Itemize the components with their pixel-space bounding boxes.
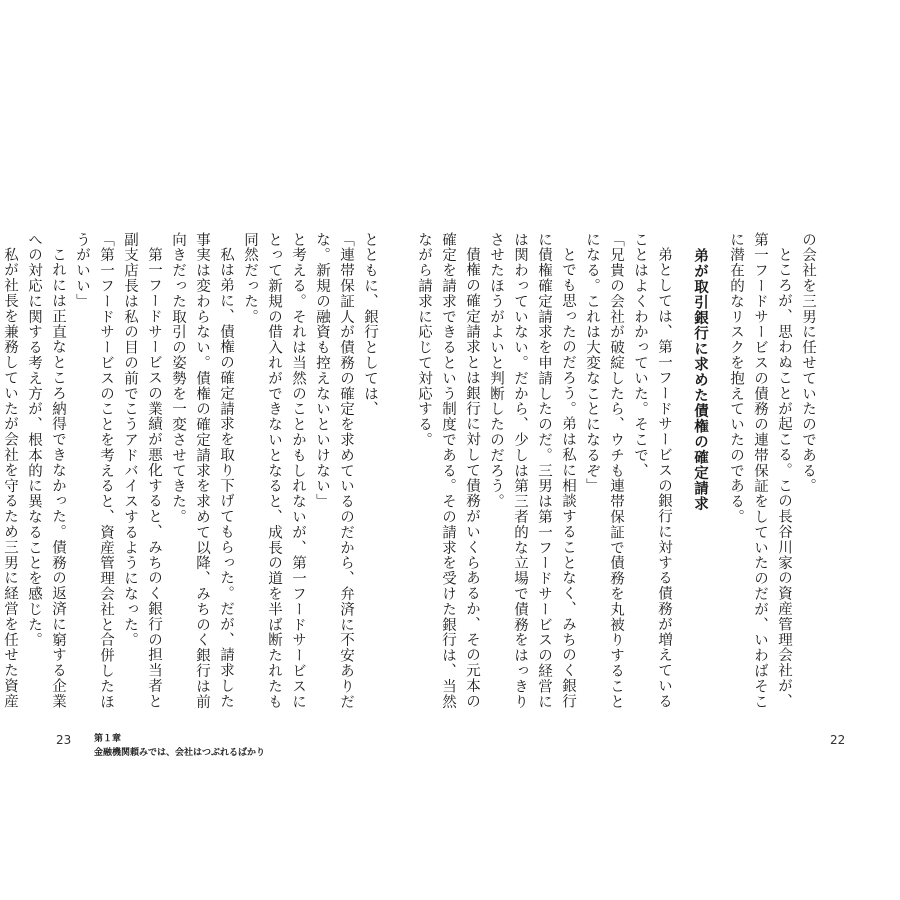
section-heading: 弟が取引銀行に求めた債権の確定請求 [692, 248, 708, 512]
quoted-speech: 「兄貴の会社が破綻したら、ウチも連帯保証で債務を丸被りすることになる。これは大変なことになるぞ」 [584, 232, 624, 710]
paragraph: とでも思ったのだろう。弟は私に相談することなく、みちのく銀行に債権確定請求を申請したのだ。三男は第一フードサービスの経営には関わっていない。だから、少しは第三者的な立場で債務をはっきりさせたほうがよいと判断したのだろう。 [488, 232, 576, 710]
chapter-number: 第１章 [94, 734, 122, 744]
page-number-right: 22 [830, 733, 846, 747]
paragraph: これには正直なところ納得できなかった。債務の返済に窮する企業への対応に関する考え方が、根本的に異なることを感じた。 [26, 232, 66, 709]
paragraph: 私は弟に、債権の確定請求を取り下げてもらった。だが、請求した事実は変わらない。債権の確定請求を求めて以降、みちのく銀行は前向きだった取引の姿勢を一変させてきた。 [170, 232, 234, 710]
paragraph-continuation: の会社を三男に任せていたのである。 [800, 232, 816, 494]
left-page-text [2, 232, 382, 712]
paragraph: 私が社長を兼務していたが会社を守るため三男に経営を任せた資産 [2, 246, 18, 709]
paragraph-continuation: と考える。それは当然のことかもしれないが、第一フードサービスにとって新規の借入れができないとなると、成長の道を半ば断たれたも同然だった。 [242, 232, 306, 710]
right-page-text [416, 232, 820, 712]
paragraph: 弟としては、第一フードサービスの銀行に対する債務が増えていることはよくわかっていた。そこで、 [632, 232, 672, 709]
quoted-speech: 「第一フードサービスのことを考えると、資産管理会社と合併したほうがいい」 [74, 232, 114, 710]
paragraph: ところが、思わぬことが起こる。この長谷川家の資産管理会社が、第一フードサービスの債務の連帯保証をしていたのだが、いわばそこに潜在的なリスクを抱えていたのである。 [728, 232, 792, 710]
running-header [94, 732, 265, 760]
paragraph: 第一フードサービスの業績が悪化すると、みちのく銀行の担当者と副支店長は私の目の前でこうアドバイスするようになった。 [122, 232, 162, 709]
paragraph-continuation: とともに、銀行としては、 [362, 232, 378, 417]
chapter-title: 金融機関頼みでは、会社はつぶれるばかり [94, 748, 266, 758]
page-number-left: 23 [56, 733, 72, 747]
paragraph: 債権の確定請求とは銀行に対して債務がいくらあるか、その元本の確定を請求できるという制度である。その請求を受けた銀行は、当然ながら請求に応じて対応する。 [416, 232, 480, 710]
quoted-speech: 「連帯保証人が債務の確定を求めているのだから、弁済に不安ありだな。新規の融資も控えないといけない」 [314, 232, 354, 710]
